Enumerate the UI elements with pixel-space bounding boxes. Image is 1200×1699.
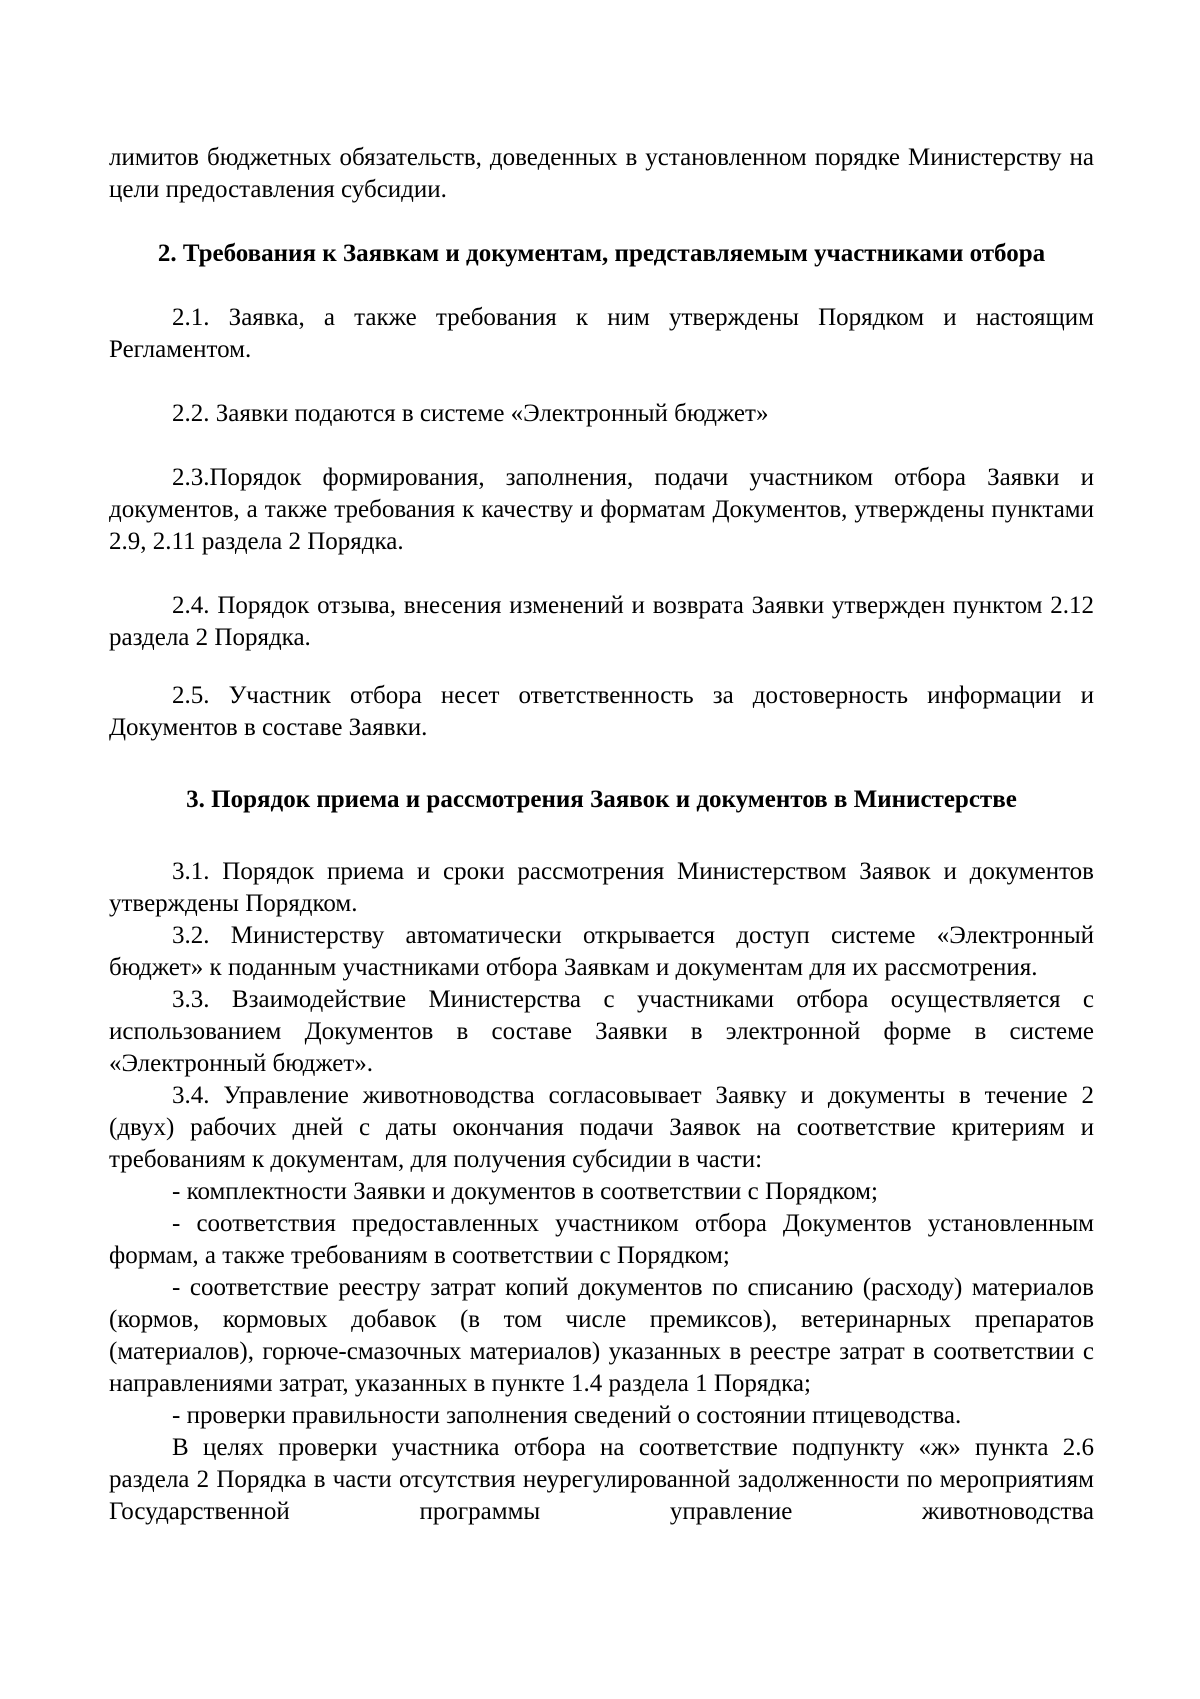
paragraph-3-5: В целях проверки участника отбора на соответствие подпункту «ж» пункта 2.6 раздела 2 Порядка в части отсутствия неурегулированной задолженности по мероприятиям Государственной программы управление животноводства (109, 1434, 1094, 1525)
list-item: - соответствие реестру затрат копий документов по списанию (расходу) материалов (кормов, кормовых добавок (в том числе премиксов), ветеринарных препаратов (материалов), горюче-смазочных материалов) указанных в реестре затрат в соответствии с направлениями затрат, указанных в пункте 1.4 раздела 1 Порядка; (109, 1274, 1094, 1397)
list-item: - проверки правильности заполнения сведений о состоянии птицеводства. (172, 1402, 962, 1429)
paragraph-2-5: 2.5. Участник отбора несет ответственность за достоверность информации и Документов в составе Заявки. (109, 682, 1094, 741)
paragraph-3-1: 3.1. Порядок приема и сроки рассмотрения Министерством Заявок и документов утверждены Порядком. (109, 858, 1094, 917)
section-3-heading: 3. Порядок приема и рассмотрения Заявок и документов в Министерстве (186, 786, 1017, 813)
paragraph-3-2: 3.2. Министерству автоматически открывается доступ системе «Электронный бюджет» к поданным участниками отбора Заявкам и документам для их рассмотрения. (109, 922, 1094, 981)
paragraph-2-2: 2.2. Заявки подаются в системе «Электронный бюджет» (172, 400, 769, 427)
paragraph-2-3: 2.3.Порядок формирования, заполнения, подачи участником отбора Заявки и документов, а также требования к качеству и форматам Документов, утверждены пунктами 2.9, 2.11 раздела 2 Порядка. (109, 464, 1094, 555)
paragraph-2-1: 2.1. Заявка, а также требования к ним утверждены Порядком и настоящим Регламентом. (109, 304, 1094, 363)
paragraph-3-4: 3.4. Управление животноводства согласовывает Заявку и документы в течение 2 (двух) рабочих дней с даты окончания подачи Заявок на соответствие критериям и требованиям к документам, для получения субсидии в части: (109, 1082, 1094, 1173)
paragraph-2-4: 2.4. Порядок отзыва, внесения изменений и возврата Заявки утвержден пунктом 2.12 раздела 2 Порядка. (109, 592, 1094, 651)
list-item: - комплектности Заявки и документов в соответствии с Порядком; (172, 1178, 878, 1205)
section-2-heading: 2. Требования к Заявкам и документам, представляемым участниками отбора (157, 240, 1046, 267)
intro-paragraph: лимитов бюджетных обязательств, доведенных в установленном порядке Министерству на цели предоставления субсидии. (109, 144, 1094, 203)
list-item: - соответствия предоставленных участником отбора Документов установленным формам, а также требованиям в соответствии с Порядком; (109, 1210, 1094, 1269)
paragraph-3-3: 3.3. Взаимодействие Министерства с участниками отбора осуществляется с использованием Документов в составе Заявки в электронной форме в системе «Электронный бюджет». (109, 986, 1094, 1077)
